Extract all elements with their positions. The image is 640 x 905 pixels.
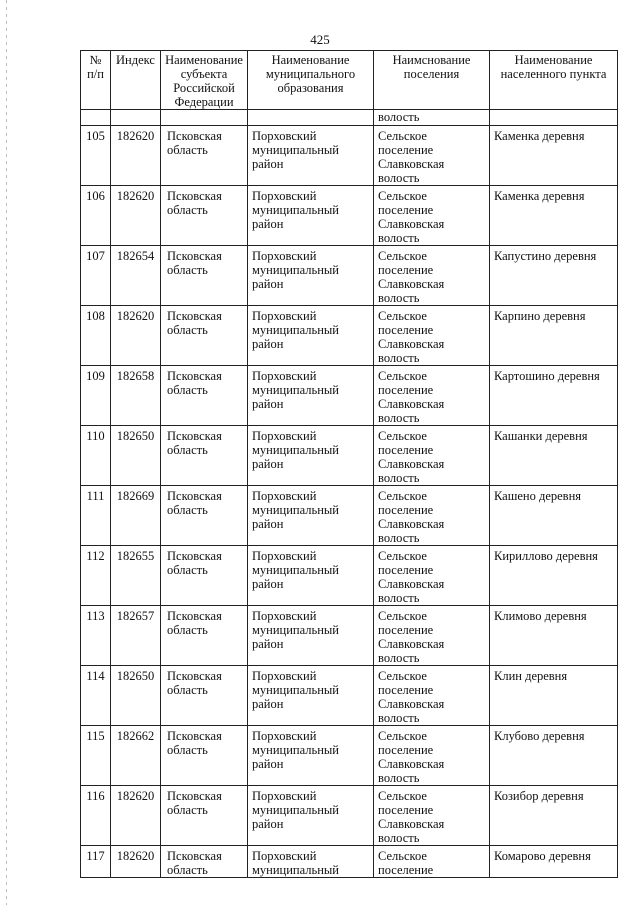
cell-settlement: Сельское поселение Славковская волость (374, 366, 490, 426)
table-row (81, 846, 618, 878)
cell-municipal: Порховский муниципальный район (248, 366, 374, 426)
cell-settlement: волость (374, 110, 490, 126)
table-row (81, 546, 618, 606)
cell-municipal: Порховский муниципальный район (248, 786, 374, 846)
cell-locality: Капустино деревня (490, 246, 618, 306)
table-row (81, 486, 618, 546)
cell-municipal: Порховский муниципальный район (248, 486, 374, 546)
cell-settlement: Сельское поселение Славковская волость (374, 606, 490, 666)
header-subject: Наименование субъекта Российской Федерации (161, 51, 248, 110)
cell-locality: Климово деревня (490, 606, 618, 666)
cell-municipal: Порховский муниципальный район (248, 546, 374, 606)
cell-locality: Комарово деревня (490, 846, 618, 878)
cell-num: 110 (81, 426, 111, 486)
cell-index: 182620 (111, 126, 161, 186)
cell-locality: Клубово деревня (490, 726, 618, 786)
cell-settlement: Сельское поселение Славковская волость (374, 546, 490, 606)
cell-subject: Псковская область (161, 606, 248, 666)
cell-locality: Клин деревня (490, 666, 618, 726)
cell-subject: Псковская область (161, 426, 248, 486)
cell-settlement: Сельское поселение Славковская волость (374, 666, 490, 726)
cell-index: 182658 (111, 366, 161, 426)
cell-index: 182620 (111, 306, 161, 366)
table-row (81, 306, 618, 366)
cell-subject: Псковская область (161, 186, 248, 246)
cell-settlement: Сельское поселение Славковская волость (374, 246, 490, 306)
cell-index: 182620 (111, 786, 161, 846)
cell-locality: Карпино деревня (490, 306, 618, 366)
cell-settlement: Сельское поселение Славковская волость (374, 126, 490, 186)
cell-subject: Псковская область (161, 486, 248, 546)
cell-index: 182650 (111, 426, 161, 486)
cell-num: 105 (81, 126, 111, 186)
cell-settlement: Сельское поселение Славковская волость (374, 186, 490, 246)
localities-table (80, 50, 618, 878)
cell-settlement: Сельское поселение (374, 846, 490, 878)
cell-settlement: Сельское поселение Славковская волость (374, 486, 490, 546)
cell-index: 182662 (111, 726, 161, 786)
cell-municipal: Порховский муниципальный район (248, 606, 374, 666)
cell-num: 111 (81, 486, 111, 546)
cell-locality: Кашанки деревня (490, 426, 618, 486)
cell-locality: Кашено деревня (490, 486, 618, 546)
cell-subject: Псковская область (161, 666, 248, 726)
continuation-row (81, 110, 618, 126)
cell-index (111, 110, 161, 126)
header-locality: Наименование населенного пункта (490, 51, 618, 110)
cell-num (81, 110, 111, 126)
table-row (81, 246, 618, 306)
cell-index: 182650 (111, 666, 161, 726)
cell-num: 107 (81, 246, 111, 306)
cell-settlement: Сельское поселение Славковская волость (374, 426, 490, 486)
cell-subject (161, 110, 248, 126)
page-number: 425 (310, 32, 330, 47)
cell-index: 182657 (111, 606, 161, 666)
cell-num: 106 (81, 186, 111, 246)
cell-municipal: Порховский муниципальный район (248, 186, 374, 246)
header-municipal: Наименование муниципального образования (248, 51, 374, 110)
cell-subject: Псковская область (161, 126, 248, 186)
table-row (81, 726, 618, 786)
cell-municipal: Порховский муниципальный район (248, 246, 374, 306)
cell-index: 182655 (111, 546, 161, 606)
header-settlement: Наимснование поселения (374, 51, 490, 110)
cell-index: 182654 (111, 246, 161, 306)
cell-municipal: Порховский муниципальный район (248, 666, 374, 726)
cell-num: 114 (81, 666, 111, 726)
cell-subject: Псковская область (161, 846, 248, 878)
cell-locality: Кириллово деревня (490, 546, 618, 606)
cell-municipal: Порховский муниципальный район (248, 726, 374, 786)
table-row (81, 126, 618, 186)
cell-municipal: Порховский муниципальный (248, 846, 374, 878)
cell-municipal (248, 110, 374, 126)
cell-locality: Каменка деревня (490, 186, 618, 246)
cell-locality: Картошино деревня (490, 366, 618, 426)
cell-settlement: Сельское поселение Славковская волость (374, 306, 490, 366)
header-index: Индекс (111, 51, 161, 110)
cell-index: 182620 (111, 846, 161, 878)
table-row (81, 606, 618, 666)
cell-num: 116 (81, 786, 111, 846)
cell-municipal: Порховский муниципальный район (248, 426, 374, 486)
cell-index: 182669 (111, 486, 161, 546)
table-row (81, 426, 618, 486)
cell-subject: Псковская область (161, 546, 248, 606)
cell-municipal: Порховский муниципальный район (248, 306, 374, 366)
cell-settlement: Сельское поселение Славковская волость (374, 786, 490, 846)
cell-subject: Псковская область (161, 786, 248, 846)
cell-subject: Псковская область (161, 306, 248, 366)
cell-num: 115 (81, 726, 111, 786)
cell-num: 108 (81, 306, 111, 366)
cell-locality: Козибор деревня (490, 786, 618, 846)
table-row (81, 366, 618, 426)
cell-num: 113 (81, 606, 111, 666)
table-row (81, 666, 618, 726)
cell-locality: Каменка деревня (490, 126, 618, 186)
header-num: № п/п (81, 51, 111, 110)
cell-locality (490, 110, 618, 126)
cell-municipal: Порховский муниципальный район (248, 126, 374, 186)
table-row (81, 786, 618, 846)
table-row (81, 186, 618, 246)
cell-subject: Псковская область (161, 366, 248, 426)
table-header-row (81, 51, 618, 110)
cell-num: 112 (81, 546, 111, 606)
cell-subject: Псковская область (161, 726, 248, 786)
cell-num: 109 (81, 366, 111, 426)
cell-subject: Псковская область (161, 246, 248, 306)
cell-index: 182620 (111, 186, 161, 246)
cell-num: 117 (81, 846, 111, 878)
cell-settlement: Сельское поселение Славковская волость (374, 726, 490, 786)
scan-edge (6, 0, 7, 905)
